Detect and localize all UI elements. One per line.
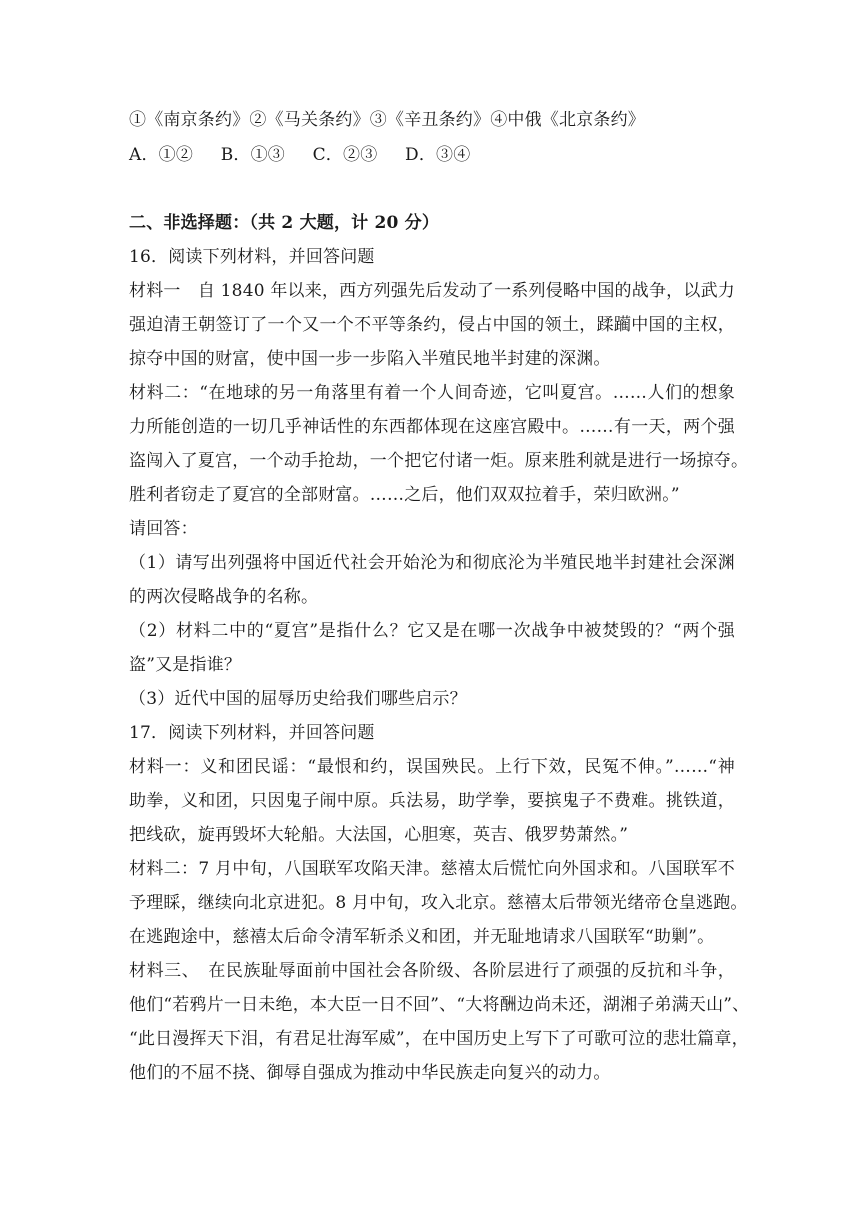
q15-option-c: C．②③ [312,145,378,165]
q15-option-b: B．①③ [220,145,285,165]
q15-options [129,143,735,167]
q16-sub3: （3）近代中国的屈辱历史给我们哪些启示？ [129,689,467,709]
q16-stem: 16．阅读下列材料，并回答问题 [129,247,375,267]
section2-title: 二、非选择题：（共 2 大题，计 20 分） [129,213,440,233]
q17-m3-line2: 他们“若鸦片一日未绝，本大臣一日不回”、“大将酬边尚未还，湖湘子弟满天山”、 [129,995,750,1015]
q16-m1-line2: 强迫清王朝签订了一个又一个不平等条约，侵占中国的领土，蹂躏中国的主权， [129,315,735,335]
q17-m2-line3: 在逃跑途中，慈禧太后命令清军斩杀义和团，并无耻地请求八国联军“助剿”。 [129,927,715,947]
q15-items: ①《南京条约》②《马关条约》③《辛丑条约》④中俄《北京条约》 [129,110,645,130]
q16-m2-line4: 胜利者窃走了夏宫的全部财富。……之后，他们双双拉着手，荣归欧洲。” [129,485,680,505]
q15-option-d: D．③④ [405,145,471,165]
q16-sub2-line1: （2）材料二中的“夏宫”是指什么？它又是在哪一次战争中被焚毁的？“两个强 [129,621,735,641]
q17-m3-line4: 他们的不屈不挠、御辱自强成为推动中华民族走向复兴的动力。 [129,1063,611,1083]
q16-sub1-line2: 的两次侵略战争的名称。 [129,587,319,607]
q17-m3-line3: “此日漫挥天下泪，有君足壮海军威”，在中国历史上写下了可歌可泣的悲壮篇章， [129,1029,749,1049]
q17-m1-line3: 把线砍，旋再毁坏大轮船。大法国，心胆寒，英吉、俄罗势萧然。” [129,825,629,845]
q16-m2-line2: 力所能创造的一切几乎神话性的东西都体现在这座宫殿中。……有一天，两个强 [129,417,735,437]
q16-m1-line3: 掠夺中国的财富，使中国一步一步陷入半殖民地半封建的深渊。 [129,349,611,369]
q16-m2-line3: 盗闯入了夏宫，一个动手抢劫，一个把它付诸一炬。原来胜利就是进行一场掠夺。 [129,451,749,471]
q15-option-a: A．①② [129,145,194,165]
q16-m1-line1: 材料一 自 1840 年以来，西方列强先后发动了一系列侵略中国的战争，以武力 [129,281,735,301]
q17-m1-line2: 助拳，义和团，只因鬼子闹中原。兵法易，助学拳，要摈鬼子不费难。挑铁道， [129,791,735,811]
q17-m2-line2: 予理睬，继续向北京进犯。8 月中旬，攻入北京。慈禧太后带领光绪帝仓皇逃跑。 [129,893,748,913]
q17-m2-line1: 材料二：7 月中旬，八国联军攻陷天津。慈禧太后慌忙向外国求和。八国联军不 [129,859,735,879]
q16-sub1-line1: （1）请写出列强将中国近代社会开始沦为和彻底沦为半殖民地半封建社会深渊 [129,553,735,573]
q17-stem: 17．阅读下列材料，并回答问题 [129,723,375,743]
q16-m2-line1: 材料二：“在地球的另一角落里有着一个人间奇迹，它叫夏宫。……人们的想象 [129,383,735,403]
q16-sub2-line2: 盗”又是指谁？ [129,655,242,675]
q17-m1-line1: 材料一：义和团民谣：“最恨和约，误国殃民。上行下效，民冤不伸。”……“神 [129,757,735,777]
q17-m3-line1: 材料三、 在民族耻辱面前中国社会各阶级、各阶层进行了顽强的反抗和斗争， [129,961,735,981]
q16-ask: 请回答： [129,519,198,539]
